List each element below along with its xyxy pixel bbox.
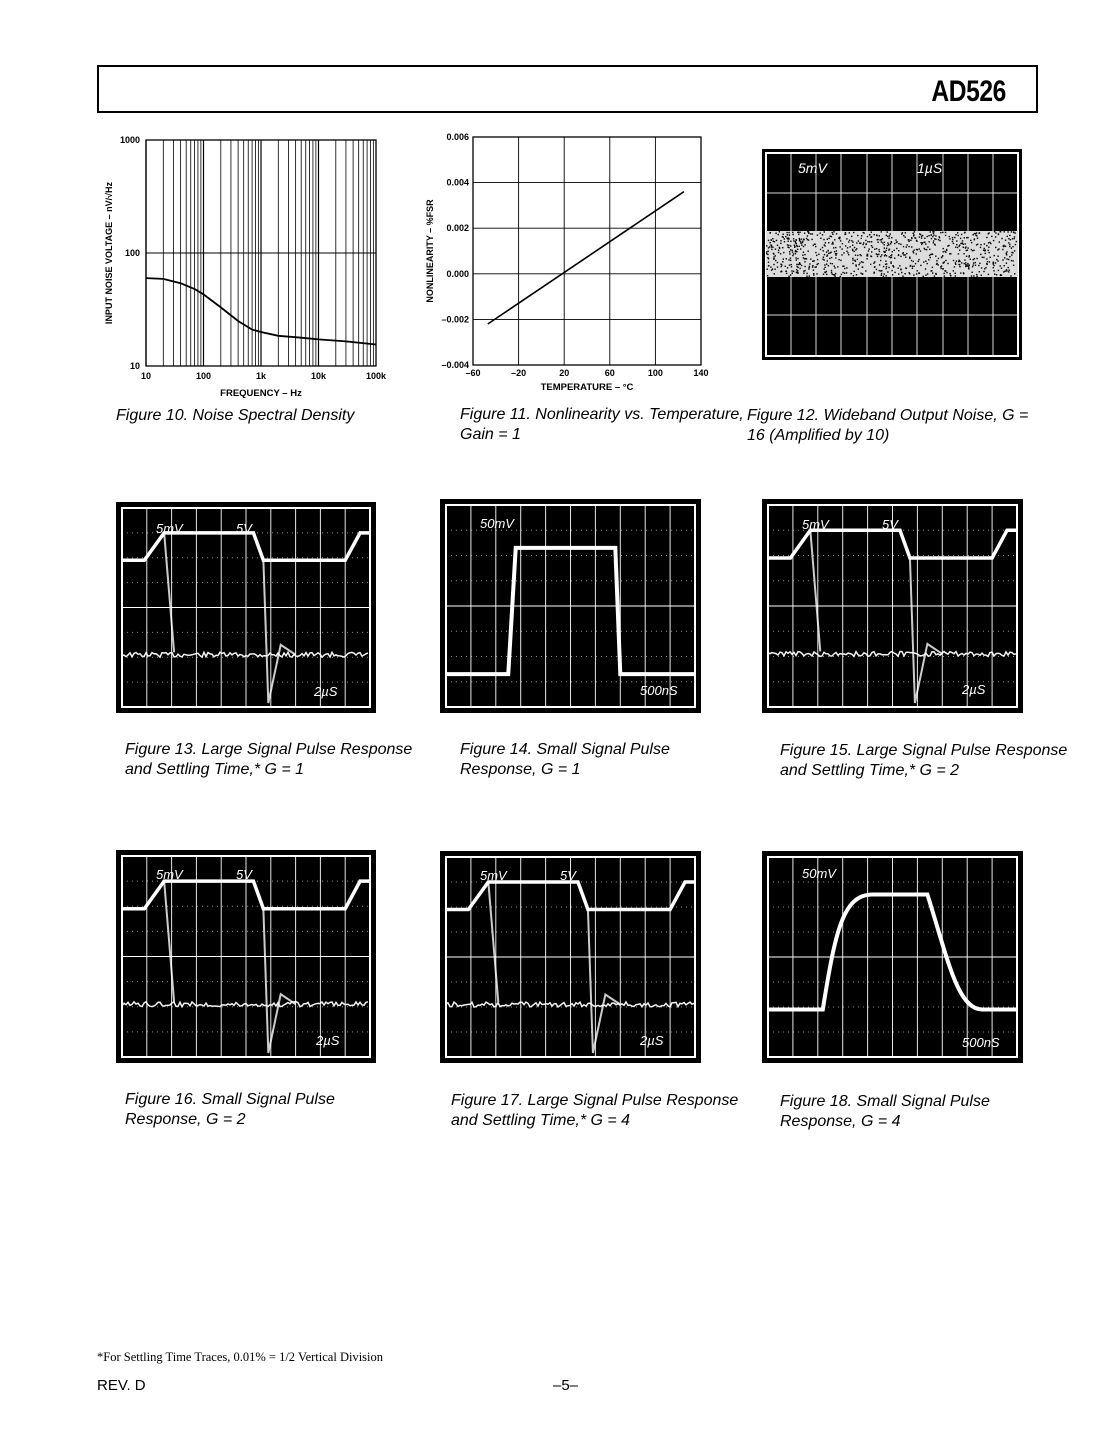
x-tick-label: 60 <box>604 368 615 378</box>
x-tick-label: –60 <box>465 368 481 378</box>
scope-volt-label: 5mV <box>798 160 827 176</box>
page-header <box>97 65 1038 113</box>
x-tick-label: 100 <box>195 371 212 381</box>
y-axis-label: INPUT NOISE VOLTAGE – nV/√Hz <box>104 181 114 325</box>
nonlinearity-chart <box>420 128 720 396</box>
x-tick-label: 100k <box>365 371 387 381</box>
figure-16-caption: Figure 16. Small Signal Pulse Response, G = 2 <box>125 1091 335 1128</box>
revision-label: REV. D <box>97 1377 146 1394</box>
figure-14-scope <box>440 499 701 713</box>
x-tick-label: 10k <box>310 371 327 381</box>
figure-15-scope <box>762 499 1023 713</box>
y-tick-label: 0.004 <box>446 177 469 188</box>
scope-time-label: 2µS <box>314 684 338 699</box>
noise-density-chart <box>97 130 397 405</box>
figure-16-scope <box>116 850 376 1063</box>
scope-volt-label: 5mV <box>480 868 507 883</box>
x-tick-label: 20 <box>559 368 570 378</box>
page-number: –5– <box>553 1377 579 1394</box>
nonlinearity-line <box>488 192 684 324</box>
figure-15-caption: Figure 15. Large Signal Pulse Response and Settling Time,* G = 2 <box>780 742 1068 779</box>
x-tick-label: 140 <box>693 368 709 378</box>
scope-volt-label: 50mV <box>480 516 514 531</box>
scope-volt-label: 5mV <box>156 521 183 536</box>
scope-volt-label: 5mV <box>802 517 829 532</box>
y-tick-label: –0.004 <box>441 360 469 370</box>
figure-10-chart <box>97 130 397 405</box>
part-number: AD526 <box>931 75 1006 108</box>
figure-11-chart <box>420 128 720 396</box>
figure-10-caption: Figure 10. Noise Spectral Density <box>116 407 355 424</box>
scope-time-label: 1µS <box>917 160 943 176</box>
y-tick-label: 100 <box>124 248 140 258</box>
x-axis-label: TEMPERATURE – °C <box>540 382 634 393</box>
scope-volt2-label: 5V <box>236 521 252 536</box>
y-tick-label: 0.000 <box>446 268 469 279</box>
scope-time-label: 500nS <box>962 1035 1000 1050</box>
settling-footnote: *For Settling Time Traces, 0.01% = 1/2 Vertical Division <box>97 1350 383 1364</box>
scope-time-label: 2µS <box>962 682 986 697</box>
figure-17-scope <box>440 851 701 1063</box>
y-tick-label: 1000 <box>119 135 140 145</box>
scope-volt-label: 50mV <box>802 866 836 881</box>
scope-volt2-label: 5V <box>560 868 576 883</box>
scope-volt-label: 5mV <box>156 867 183 882</box>
y-tick-label: –0.002 <box>441 314 469 325</box>
x-tick-label: –20 <box>511 368 527 378</box>
figure-12-scope <box>762 149 1022 360</box>
scope-time-label: 500nS <box>640 683 678 698</box>
figure-13-scope <box>116 502 376 713</box>
y-tick-label: 10 <box>129 361 140 371</box>
figure-12-caption: Figure 12. Wideband Output Noise, G = 16 (Amplified by 10) <box>747 407 1029 444</box>
x-tick-label: 10 <box>140 371 152 381</box>
x-tick-label: 1k <box>255 371 267 381</box>
figure-11-caption: Figure 11. Nonlinearity vs. Temperature, Gain = 1 <box>460 406 744 443</box>
scope-time-label: 2µS <box>316 1033 340 1048</box>
figure-14-caption: Figure 14. Small Signal Pulse Response, G = 1 <box>460 741 670 778</box>
y-tick-label: 0.002 <box>446 223 469 234</box>
x-axis-label: FREQUENCY – Hz <box>220 388 302 399</box>
scope-time-label: 2µS <box>640 1033 664 1048</box>
scope-volt2-label: 5V <box>236 867 252 882</box>
figure-18-caption: Figure 18. Small Signal Pulse Response, G = 4 <box>780 1093 990 1130</box>
figure-17-caption: Figure 17. Large Signal Pulse Response and Settling Time,* G = 4 <box>451 1092 739 1129</box>
y-tick-label: 0.006 <box>446 132 469 142</box>
figure-13-caption: Figure 13. Large Signal Pulse Response and Settling Time,* G = 1 <box>125 741 413 778</box>
figure-18-scope <box>762 851 1023 1063</box>
y-axis-label: NONLINEARITY – %FSR <box>425 199 435 303</box>
scope-volt2-label: 5V <box>882 517 898 532</box>
x-tick-label: 100 <box>647 368 663 378</box>
